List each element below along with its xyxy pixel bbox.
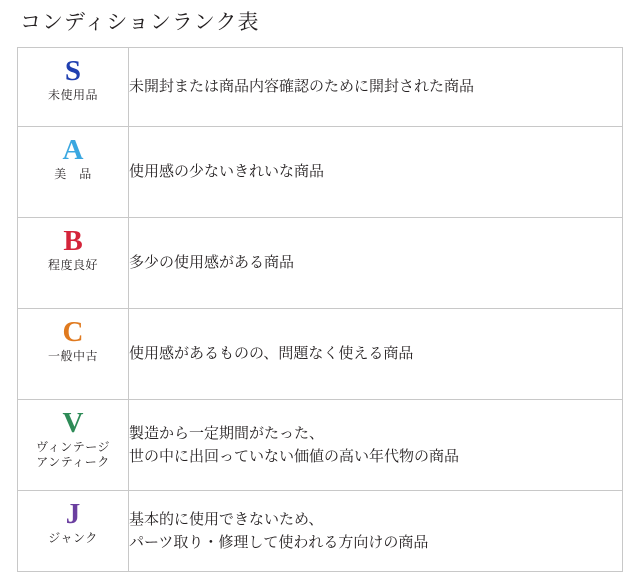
description-line: 使用感の少ないきれいな商品 [129, 163, 325, 181]
rank-letter-s: S [64, 55, 82, 87]
table-row [18, 127, 623, 218]
rank-sub-v-line2: アンティーク [36, 455, 110, 470]
description-line: 使用感があるものの、問題なく使える商品 [129, 345, 414, 363]
rank-description-v [129, 400, 623, 491]
description-line: 製造から一定期間がたった、 [129, 424, 325, 442]
rank-cell-c [18, 309, 129, 400]
description-line: 世の中に出回っていない価値の高い年代物の商品 [129, 448, 460, 465]
rank-cell-b [18, 218, 129, 309]
rank-letter-c: C [62, 316, 84, 348]
description-line: 基本的に使用できないため、 [129, 510, 324, 528]
rank-letter-v: V [62, 407, 84, 439]
rank-sub-c: 一般中古 [47, 349, 98, 364]
rank-letter-j: J [65, 498, 81, 530]
page-title: コンディションランク表 [20, 11, 260, 34]
rank-sub-s: 未使用品 [47, 88, 98, 103]
description-line: 未開封または商品内容確認のために開封された商品 [129, 78, 475, 96]
rank-cell-v [18, 400, 129, 491]
rank-description-b [129, 218, 623, 309]
rank-cell-s [18, 48, 129, 127]
rank-sub-a: 美 品 [54, 167, 92, 182]
rank-sub-b: 程度良好 [47, 258, 98, 273]
rank-description-s [129, 48, 623, 127]
table-row [18, 309, 623, 400]
rank-letter-b: B [63, 225, 83, 257]
table-row [18, 400, 623, 491]
rank-sub-j: ジャンク [48, 531, 98, 546]
table-row [18, 48, 623, 127]
rank-description-c [129, 309, 623, 400]
rank-description-a [129, 127, 623, 218]
condition-rank-table [17, 47, 623, 572]
description-line: パーツ取り・修理して使われる方向けの商品 [129, 534, 429, 551]
description-line: 多少の使用感がある商品 [129, 254, 295, 272]
rank-sub-v-line1: ヴィンテージ [35, 440, 111, 455]
rank-letter-a: A [62, 134, 84, 166]
table-row [18, 218, 623, 309]
rank-cell-a [18, 127, 129, 218]
